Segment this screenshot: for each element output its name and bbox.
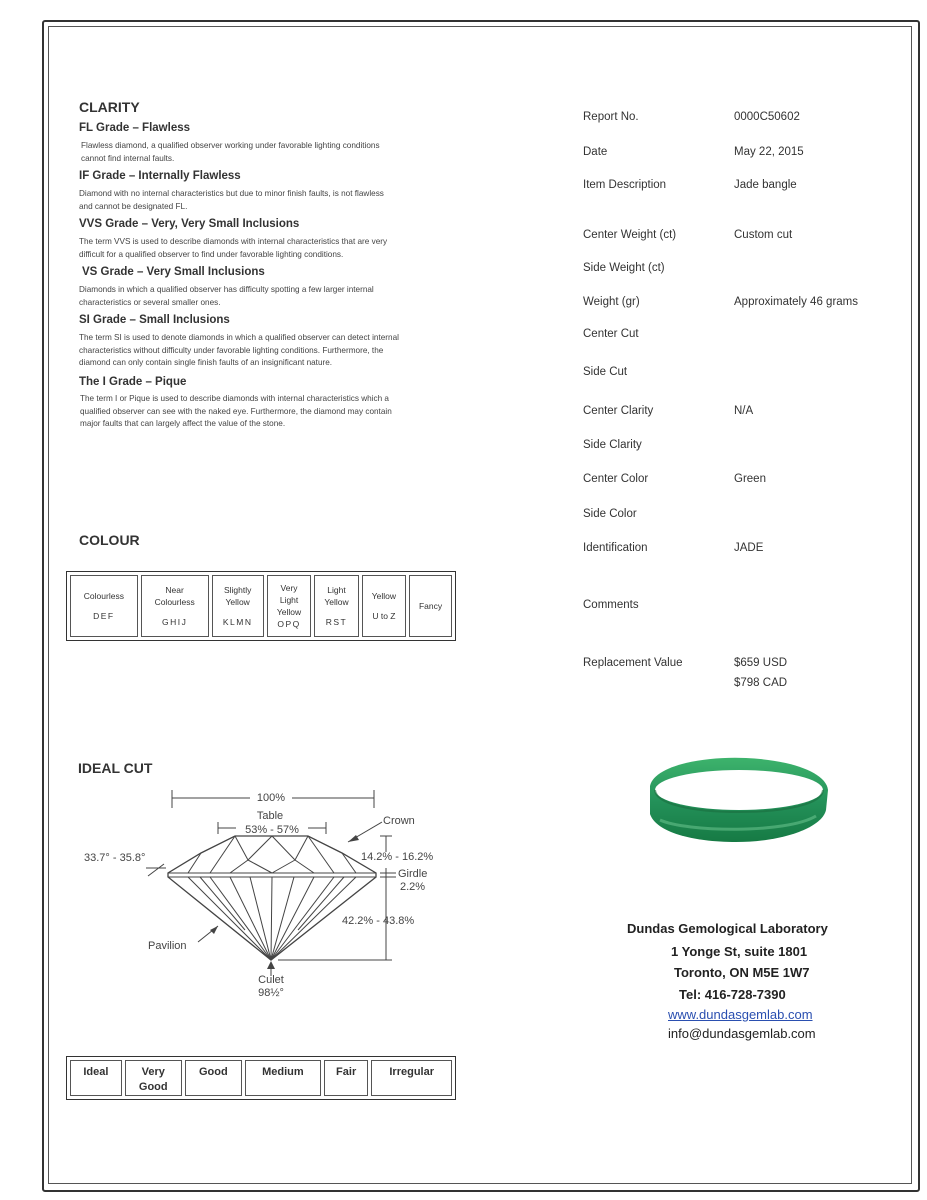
clarity-title: CLARITY (79, 99, 140, 115)
crown-angle: 33.7° - 35.8° (84, 852, 146, 864)
center-weight-value: Custom cut (734, 229, 793, 241)
side-weight-label: Side Weight (ct) (583, 262, 665, 274)
girdle-value: 2.2% (400, 881, 426, 893)
center-color-value: Green (734, 473, 766, 485)
lab-name: Dundas Gemological Laboratory (627, 921, 828, 936)
grade-vs-heading: VS Grade – Very Small Inclusions (82, 266, 265, 278)
colour-cell-very-light-yellow: Very Light Yellow OPQ (267, 575, 311, 637)
lab-website-link[interactable]: www.dundasgemlab.com (668, 1007, 813, 1022)
colour-cell-fancy: Fancy (409, 575, 452, 637)
colour-cell-near-colourless: Near Colourless GHIJ (141, 575, 209, 637)
grade-vs-text: Diamonds in which a qualified observer has difficulty spotting a few larger internal characteristics or several smaller ones. (79, 285, 374, 307)
crown-height: 14.2% - 16.2% (361, 851, 434, 863)
grade-vvs-heading: VVS Grade – Very, Very Small Inclusions (79, 218, 300, 230)
cut-grade-medium: Medium (245, 1060, 321, 1096)
lab-address-line2: Toronto, ON M5E 1W7 (674, 965, 810, 980)
cut-grade-ideal: Ideal (70, 1060, 122, 1096)
cut-grade-very-good: Very Good (125, 1060, 182, 1096)
cut-grade-irregular: Irregular (371, 1060, 452, 1096)
grade-i-text: The term I or Pique is used to describe diamonds with internal characteristics which a qualified observer can see with the naked eye. Furthermore, the diamond may contain major faults that can largely affect the value of the stone. (80, 394, 392, 428)
side-clarity-label: Side Clarity (583, 439, 642, 451)
colour-cell-light-yellow: Light Yellow RST (314, 575, 358, 637)
replacement-value-label: Replacement Value (583, 657, 683, 669)
girdle-label: Girdle (398, 868, 428, 880)
date-label: Date (583, 146, 608, 158)
colour-scale-table (66, 571, 456, 641)
item-description-value: Jade bangle (734, 179, 797, 191)
table-label: Table (256, 810, 284, 822)
culet-value: 98½° (258, 987, 284, 999)
identification-value: JADE (734, 542, 764, 554)
pavilion-depth: 42.2% - 43.8% (342, 915, 415, 927)
lab-phone: Tel: 416-728-7390 (679, 987, 786, 1002)
ideal-cut-title: IDEAL CUT (78, 760, 153, 776)
center-weight-label: Center Weight (ct) (583, 229, 677, 241)
grade-fl-text: Flawless diamond, a qualified observer working under favorable lighting conditions cannot find internal faults. (81, 141, 380, 163)
culet-label: Culet (258, 974, 284, 986)
colour-cell-slightly-yellow: Slightly Yellow KLMN (212, 575, 264, 637)
diamond-proportions-diagram (80, 780, 460, 1000)
grade-vvs-text: The term VVS is used to describe diamonds with internal characteristics that are very difficult for a qualified observer to find under favorable lighting conditions. (79, 237, 388, 259)
grade-if-text: Diamond with no internal characteristics but due to minor finish faults, is not flawless and cannot be designated FL. (79, 189, 384, 211)
pavilion-label: Pavilion (148, 940, 187, 952)
date-value: May 22, 2015 (734, 146, 804, 158)
jade-bangle-image (636, 750, 836, 850)
replacement-usd: $659 USD (734, 657, 788, 669)
crown-label: Crown (383, 815, 415, 827)
colour-title: COLOUR (79, 532, 140, 548)
colour-cell-yellow: Yellow U to Z (362, 575, 406, 637)
side-cut-label: Side Cut (583, 366, 628, 378)
cut-grade-fair: Fair (324, 1060, 369, 1096)
grade-si-text: The term SI is used to denote diamonds in which a qualified observer can detect internal characteristics without difficulty under favorable lighting conditions. Furthermore, the diamond can only contain single finish faults of an insignificant nature. (79, 333, 399, 367)
side-color-label: Side Color (583, 508, 637, 520)
center-color-label: Center Color (583, 473, 649, 485)
width-label: 100% (256, 792, 286, 804)
report-no-label: Report No. (583, 111, 639, 123)
grade-si-heading: SI Grade – Small Inclusions (79, 314, 230, 326)
item-description-label: Item Description (583, 179, 667, 191)
weight-gr-label: Weight (gr) (583, 296, 640, 308)
cut-grade-good: Good (185, 1060, 242, 1096)
table-range: 53% - 57% (245, 824, 299, 836)
center-clarity-label: Center Clarity (583, 405, 654, 417)
grade-if-heading: IF Grade – Internally Flawless (79, 170, 241, 182)
replacement-cad: $798 CAD (734, 677, 788, 689)
weight-gr-value: Approximately 46 grams (734, 296, 858, 308)
grade-fl-heading: FL Grade – Flawless (79, 122, 191, 134)
colour-cell-colourless: Colourless DEF (70, 575, 138, 637)
lab-address-line1: 1 Yonge St, suite 1801 (671, 944, 808, 959)
cut-grade-table (66, 1056, 456, 1100)
comments-label: Comments (583, 599, 639, 611)
center-cut-label: Center Cut (583, 328, 639, 340)
grade-i-heading: The I Grade – Pique (79, 376, 187, 388)
center-clarity-value: N/A (734, 405, 754, 417)
identification-label: Identification (583, 542, 648, 554)
report-no-value: 0000C50602 (734, 111, 800, 123)
lab-email: info@dundasgemlab.com (668, 1026, 816, 1041)
